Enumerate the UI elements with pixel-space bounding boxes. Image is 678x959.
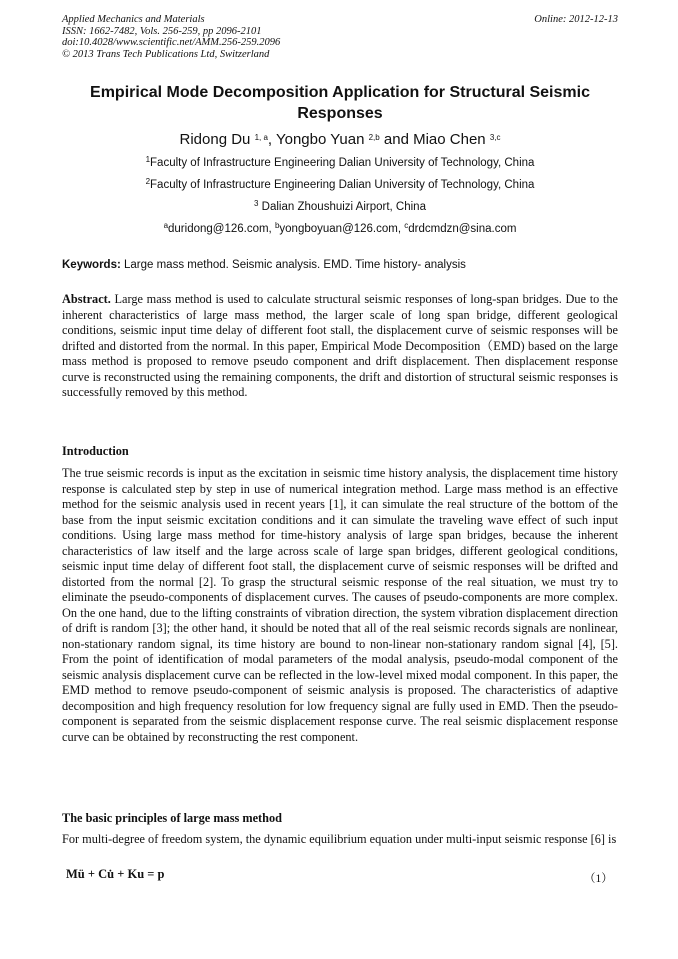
email-text: drdcmdzn@sina.com bbox=[408, 223, 517, 235]
section-heading: The basic principles of large mass method bbox=[62, 811, 282, 825]
affiliation-sup: 1 bbox=[145, 155, 151, 164]
author-name: Miao Chen bbox=[413, 131, 486, 148]
affiliation-text: Faculty of Infrastructure Engineering Dalian University of Technology, China bbox=[150, 157, 535, 169]
author-sup: 2,b bbox=[368, 133, 380, 142]
author-name: Ridong Du bbox=[179, 131, 251, 148]
email-sup: a bbox=[163, 221, 169, 230]
affiliation bbox=[62, 156, 618, 171]
abstract-text: Large mass method is used to calculate structural seismic responses of long-span bridges. Due to the inherent characteristics of large mass method, the larger scale of long span bridge, different geological conditions, seismic input time delay of different foot stall, the displacement curve of seismic responses will be drifted and distorted from the normal. In this paper, Empirical Mode Decomposition（EMD) based on the large mass method is proposed to remove pseudo component and drift displacement. Then displacement response curve is reconstructed using the remaining components, the drift and distortion of structural seismic responses is successfully removed by this method. bbox=[62, 292, 618, 399]
author-separator: and bbox=[379, 131, 414, 148]
affiliation-text: Dalian Zhoushuizi Airport, China bbox=[258, 201, 426, 213]
equation-number: （1） bbox=[584, 873, 613, 885]
section-text: For multi-degree of freedom system, the dynamic equilibrium equation under multi-input seismic response [6] is bbox=[62, 832, 617, 846]
email-text: yongboyuan@126.com, bbox=[279, 223, 405, 235]
abstract-label: Abstract. bbox=[62, 292, 111, 306]
journal-header bbox=[62, 14, 618, 60]
equation: Mü + Cu̇ + Ku = p bbox=[66, 867, 165, 881]
author-sup: 3,c bbox=[489, 133, 501, 142]
copyright-line: © 2013 Trans Tech Publications Ltd, Switzerland bbox=[62, 48, 270, 60]
journal-name: Applied Mechanics and Materials bbox=[62, 14, 205, 25]
affiliation bbox=[62, 200, 618, 215]
keywords bbox=[62, 258, 618, 273]
keywords-label: Keywords: bbox=[62, 259, 121, 271]
email-sup: c bbox=[404, 221, 409, 230]
affiliation-sup: 3 bbox=[254, 199, 259, 208]
author-sup: 1, a bbox=[254, 133, 268, 142]
email-line bbox=[62, 222, 618, 237]
paper-title: Empirical Mode Decomposition Application for Structural Seismic Responses bbox=[90, 84, 590, 122]
online-date: Online: 2012-12-13 bbox=[534, 14, 618, 25]
keywords-text: Large mass method. Seismic analysis. EMD. Time history- analysis bbox=[120, 259, 466, 271]
abstract bbox=[62, 292, 618, 401]
author-name: Yongbo Yuan bbox=[275, 131, 365, 148]
affiliation bbox=[62, 178, 618, 193]
issn-line: ISSN: 1662-7482, Vols. 256-259, pp 2096-2101 bbox=[62, 25, 262, 37]
section-text: The true seismic records is input as the excitation in seismic time history analysis, the displacement time history response is calculated step by step in use of numerical integration method. Large mass method is an effective method for the seismic analysis used in recent years [1], it can simulate the real structure of the bottom of the base from the input seismic excitation conditions and it can simulate the traveling wave effect of such input conditions. Using large mass method for time-history analysis of large span bridges, because the inherent characteristics of law itself and the large across scale of large span bridges, different geological conditions, seismic input time delay of different foot stall, the displacement curve of seismic responses will be drifted and distorted from the normal [2]. To grasp the structural seismic response of the real situation, we must try to eliminate the pseudo-components of displacement curves. The causes of pseudo-components are more complex. On the one hand, due to the lifting constraints of vibration direction, the system vibration displacement direction of drift is random [3]; the other hand, it should be noted that all of the real seismic records signals are nonlinear, non-stationary random signal, its time history are bound to non-linear non-stationary random signal [4], [5]. From the point of identification of modal parameters of the modal analysis, pseudo-modal component of the seismic analysis displacement curve can be reflected in the low-level mixed modal component. In this paper, the EMD method to remove pseudo-component of seismic analysis is proposed. The characteristics of adaptive decomposition and high frequency resolution for low frequency signal are fully used in EMD. Then the pseudo-component is separated from the seismic displacement response curve. The real seismic displacement response curve can be obtained by reconstructing the rest component. bbox=[62, 466, 618, 744]
affiliation-text: Faculty of Infrastructure Engineering Dalian University of Technology, China bbox=[150, 179, 535, 191]
email-text: duridong@126.com, bbox=[168, 223, 275, 235]
email-sup: b bbox=[274, 221, 280, 230]
doi-line: doi:10.4028/www.scientific.net/AMM.256-259.2096 bbox=[62, 37, 281, 48]
author-line bbox=[62, 130, 618, 150]
section-heading: Introduction bbox=[62, 444, 129, 458]
affiliation-sup: 2 bbox=[145, 177, 151, 186]
author-separator: , bbox=[267, 131, 276, 148]
